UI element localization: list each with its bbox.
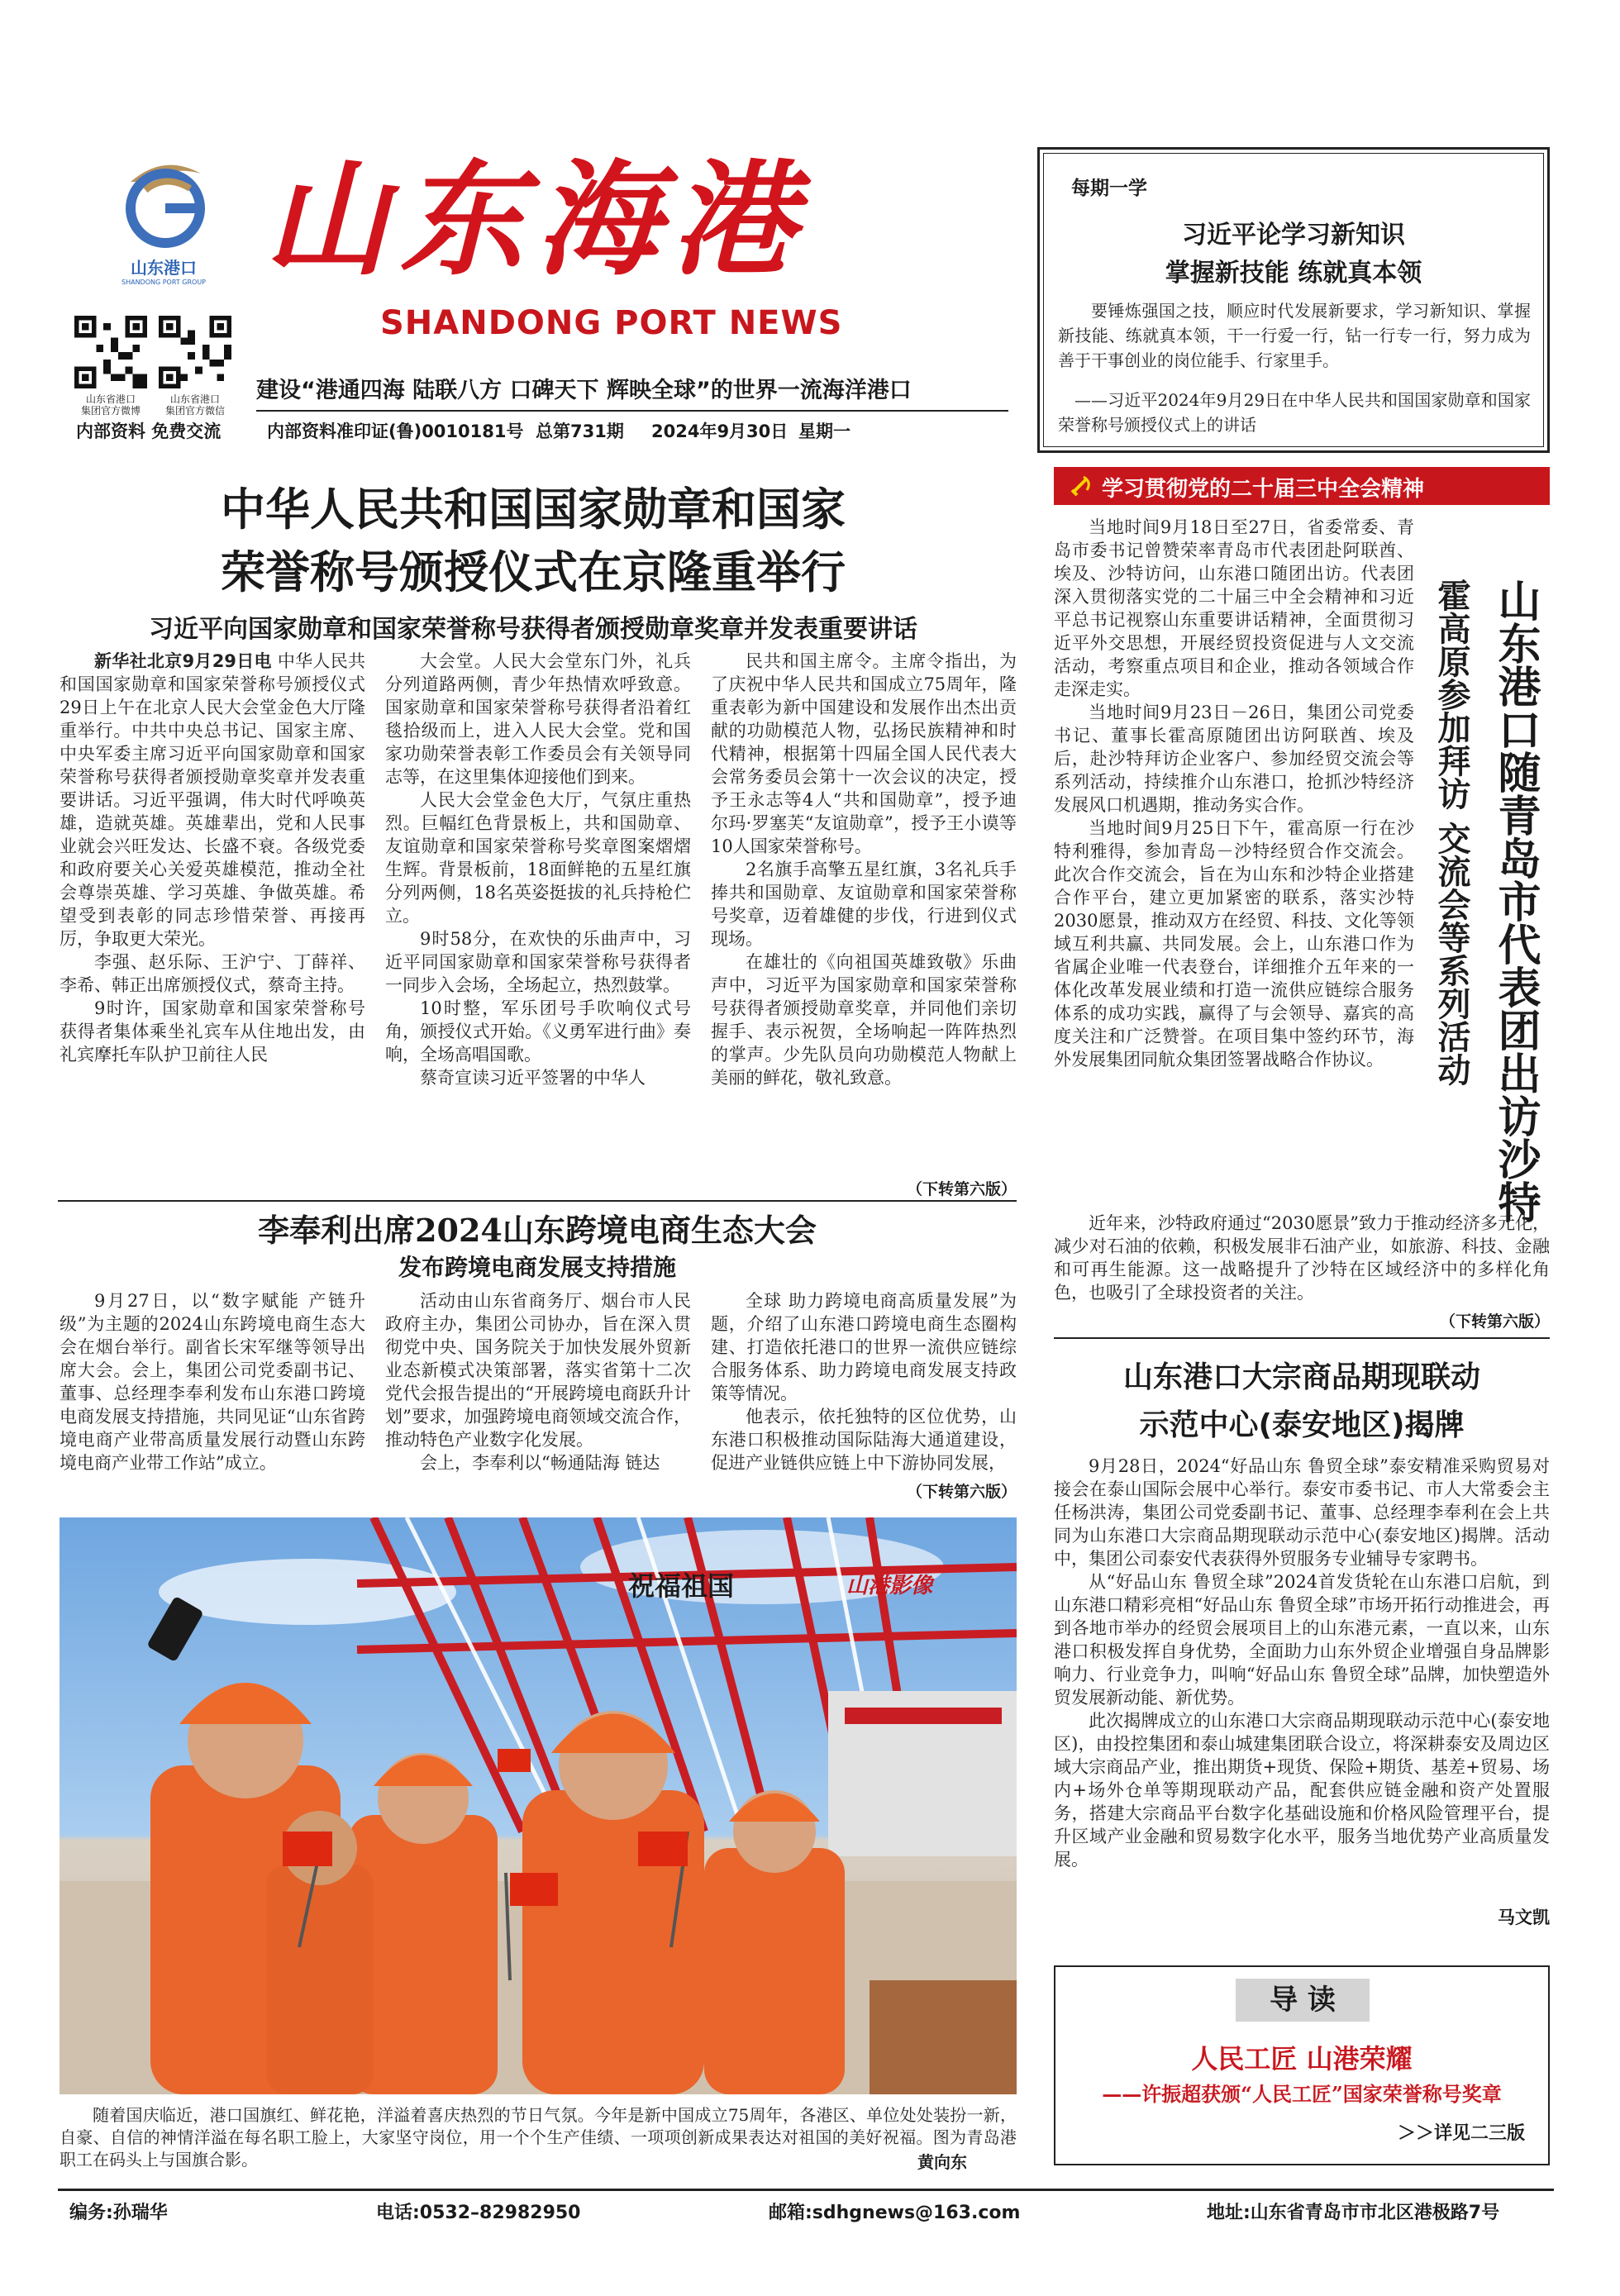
issue-weekday: 星期一: [798, 422, 850, 441]
ecommerce-subhead: 发布跨境电商发展支持措施: [398, 1254, 676, 1281]
saudi-headline-sub: 霍高原参加拜访 交流会等系列活动: [1432, 579, 1470, 1086]
footer-rule: [58, 2189, 1554, 2191]
issue-number: 总第731期: [536, 422, 624, 441]
footer-phone: 电话:0532–82982950: [376, 2203, 581, 2223]
group-logo: [114, 157, 213, 286]
lead-bottom-rule: [58, 1200, 1017, 1202]
masthead: [58, 124, 1008, 446]
saudi-article-body: 当地时间9月18日至27日，省委常委、青岛市委书记曾赞荣率青岛市代表团赴阿联酋、埃及、沙特访问，山东港口随团出访。代表团深入贯彻落实党的二十届三中全会精神和习近平总书记视察山东重要讲话精神，全面贯彻习近平外交思想，开展经贸投资促进与人文交流活动，考察重点项目和企业，推动各领域合作走深走实。 当地时间9月23日－26日，集团公司党委书记、董事长霍高原随团出访阿联酋、埃及后，赴沙特拜访企业客户、参加经贸交流会等系列活动，持续推介山东港口，抢抓沙特经济发展风口机遇期，推动务实合作。 当地时间9月25日下午，霍高原一行在沙特利雅得，参加青岛－沙特经贸合作交流会。此次合作交流会，旨在为山东和沙特企业搭建合作平台，建立更加紧密的联系，落实沙特2030愿景，推动双方在经贸、科技、文化等领域互利共赢、共同发展。会上，山东港口作为省属企业唯一代表登台，详细推介五年来的一体化改革发展业绩和打造一流供应链综合服务体系的成功实践，赢得了与会领导、嘉宾的高度关注和广泛赞誉。在项目集中签约环节，海外发展集团同航众集团签署战略合作协议。: [1054, 517, 1414, 1069]
logo-caption: 山东港口: [131, 258, 197, 278]
qr-wechat: [159, 316, 231, 417]
qr-wechat-caption: 山东省港口 集团官方微信: [164, 393, 225, 417]
study-box-title2: 掌握新技能 练就真本领: [1165, 259, 1422, 288]
saudi-headline-main: 山东港口随青岛市代表团出访沙特: [1490, 579, 1540, 1223]
study-box-source: ——习近平2024年9月29日在中华人民共和国国家勋章和国家荣誉称号颁授仪式上的讲话: [1058, 390, 1531, 435]
photo-watermark: 山港影像: [846, 1574, 933, 1598]
study-box: [1037, 147, 1550, 453]
masthead-rule: [256, 410, 1008, 412]
lead-continued: （下转第六版）: [906, 1180, 1017, 1198]
photo-overlay-title: 祝福祖国: [628, 1570, 735, 1602]
futures-article-body: 9月28日，2024“好品山东 鲁贸全球”泰安精准采购贸易对接会在泰山国际会展中心举行。泰安市委书记、市人大常委会主任杨洪涛，集团公司党委副书记、董事、总经理李奉利在会上共同为山东港口大宗商品期现联动示范中心(泰安地区)揭牌。活动中，集团公司泰安代表获得外贸服务专业辅导专家聘书。 从“好品山东 鲁贸全球”2024首发货轮在山东港口启航，到山东港口精彩亮相“好品山东 鲁贸全球”市场开拓行动推进会，再到各地市举办的经贸会展项目上的山东港元素，一直以来，山东港口积极发挥自身优势，全面助力山东外贸企业增强自身品牌影响力、行业竞争力，叫响“好品山东 鲁贸全球”品牌，加快塑造外贸发展新动能、新优势。 此次揭牌成立的山东港口大宗商品期现联动示范中心(泰安地区)，由投控集团和泰山城建集团联合设立，将深耕泰安及周边区域大宗商品产业，推出期货+现货、保险+期货、基差+贸易、场内+场外仓单等期现联动产品，配套供应链金融和资产处置服务，搭建大宗商品平台数字化基础设施和价格风险管理平台，提升区域产业金融和贸易数字化水平，服务当地优势产业高质量发展。: [1054, 1456, 1550, 1870]
photo-credit: 黄向东: [917, 2152, 967, 2172]
futures-author: 马文凯: [1498, 1907, 1550, 1927]
guide-label: 导 读: [1236, 1979, 1370, 2022]
permit-number: 内部资料准印证(鲁)0010181号: [267, 422, 524, 441]
footer-address: 地址:山东省青岛市市北区港极路7号: [1207, 2203, 1500, 2223]
guide-box: [1054, 1965, 1550, 2165]
ecommerce-continued: （下转第六版）: [906, 1483, 1017, 1501]
port-crane-scene: [60, 1517, 1017, 2094]
internal-note: 内部资料 免费交流: [76, 422, 222, 441]
saudi-article-body-wide: 近年来，沙特政府通过“2030愿景”致力于推动经济多元化，减少对石油的依赖，积极发展非石油产业，如旅游、科技、金融和可再生能源。这一战略提升了沙特在区域经济中的多样化角色，也吸引了全球投资者的关注。: [1054, 1213, 1550, 1303]
ecommerce-headline: 李奉利出席2024山东跨境电商生态大会: [258, 1212, 817, 1249]
feature-photo: [60, 1517, 1017, 2094]
issue-date: 2024年9月30日: [651, 422, 789, 441]
group-logo-icon: [114, 157, 213, 248]
masthead-title: 山东海港: [264, 147, 808, 293]
logo-caption-en: SHANDONG PORT GROUP: [122, 279, 206, 286]
masthead-title-en: SHANDONG PORT NEWS: [380, 304, 843, 342]
party-emblem-icon: [1069, 474, 1094, 498]
lead-col-2: 大会堂。人民大会堂东门外，礼兵分列道路两侧，青少年热情欢呼致意。国家勋章和国家荣誉称号获得者沿着红毯拾级而上，进入人民大会堂。党和国家功勋荣誉表彰工作委员会有关领导同志等，在这里集体迎接他们到来。 人民大会堂金色大厅，气氛庄重热烈。巨幅红色背景板上，共和国勋章、友谊勋章和国家荣誉称号奖章图案熠熠生辉。背景板前，18面鲜艳的五星红旗分列两侧，18名英姿挺拔的礼兵持枪伫立。 9时58分，在欢快的乐曲声中，习近平同国家勋章和国家荣誉称号获得者一同步入会场，全场起立，热烈鼓掌。 10时整，军乐团号手吹响仪式号角，颁授仪式开始。《义勇军进行曲》奏响，全场高唱国歌。 蔡奇宣读习近平签署的中华人: [385, 651, 691, 1088]
qr-code-icon: [74, 316, 147, 388]
ecommerce-col-2: 活动由山东省商务厅、烟台市人民政府主办，集团公司协办，旨在深入贯彻党中央、国务院关于加快发展外贸新业态新模式决策部署，落实省第十二次党代会报告提出的“开展跨境电商跃升计划”要求，加强跨境电商领域交流合作，推动特色产业数字化发展。 会上，李奉利以“畅通陆海 链达: [385, 1291, 691, 1473]
qr-weibo-caption: 山东省港口 集团官方微博: [80, 393, 141, 417]
lead-col-1: 新华社北京9月29日电 中华人民共和国国家勋章和国家荣誉称号颁授仪式29日上午在北京人民大会堂金色大厅隆重举行。中共中央总书记、国家主席、中央军委主席习近平向国家勋章和国家荣誉称号获得者颁授勋章奖章并发表重要讲话。习近平强调，伟大时代呼唤英雄，造就英雄。英雄辈出，党和人民事业就会兴旺发达、长盛不衰。各级党委和政府要关心关爱英雄模范，推动全社会尊崇英雄、学习英雄、争做英雄。希望受到表彰的同志珍惜荣誉、再接再厉，争取更大荣光。 李强、赵乐际、王沪宁、丁薛祥、李希、韩正出席颁授仪式，蔡奇主持。 9时许，国家勋章和国家荣誉称号获得者集体乘坐礼宾车从住地出发，由礼宾摩托车队护卫前往人民: [60, 651, 366, 1065]
footer-editor: 编务:孙瑞华: [69, 2203, 168, 2223]
ecommerce-col-1: 9月27日，以“数字赋能 产链升级”为主题的2024山东跨境电商生态大会在烟台举行。副省长宋军继等领导出席大会。会上，集团公司党委副书记、董事、总经理李奉利发布山东港口跨境电商发展支持措施，共同见证“山东省跨境电商产业带高质量发展行动暨山东跨境电商产业带工作站”成立。: [60, 1291, 365, 1473]
study-banner-label: 学习贯彻党的二十届三中全会精神: [1102, 477, 1425, 502]
saudi-continued: （下转第六版）: [1439, 1312, 1550, 1331]
lead-headline-1: 中华人民共和国国家勋章和国家: [221, 483, 846, 536]
study-box-quote: 要锤炼强国之技，顺应时代发展新要求，学习新知识、掌握新技能、练就真本领，干一行爱一行，钻一行专一行，努力成为善于干事创业的岗位能手、行家里手。: [1058, 301, 1531, 370]
lead-dateline: 新华社北京9月29日电: [94, 651, 272, 671]
futures-headline-1: 山东港口大宗商品期现联动: [1122, 1360, 1480, 1394]
study-banner: [1054, 467, 1550, 505]
guide-link[interactable]: ＞＞详见二三版: [1397, 2123, 1525, 2144]
lead-subhead: 习近平向国家勋章和国家荣誉称号获得者颁授勋章奖章并发表重要讲话: [149, 615, 917, 644]
guide-subtitle: ——许振超获颁“人民工匠”国家荣誉称号奖章: [1102, 2082, 1502, 2106]
study-box-title1: 习近平论学习新知识: [1182, 221, 1405, 250]
qr-weibo: [74, 316, 147, 417]
study-box-label: 每期一学: [1071, 177, 1147, 199]
guide-title[interactable]: 人民工匠 山港荣耀: [1191, 2043, 1413, 2074]
lead-col-3: 民共和国主席令。主席令指出，为了庆祝中华人民共和国成立75周年，隆重表彰为新中国建设和发展作出杰出贡献的功勋模范人物，弘扬民族精神和时代精神，根据第十四届全国人民代表大会常务委员会第十一次会议的决定，授予王永志等4人“共和国勋章”，授予迪尔玛·罗塞芙“友谊勋章”，授予王小谟等10人国家荣誉称号。 2名旗手高擎五星红旗，3名礼兵手捧共和国勋章、友谊勋章和国家荣誉称号奖章，迈着雄健的步伐，行进到仪式现场。 在雄壮的《向祖国英雄致敬》乐曲声中，习近平为国家勋章和国家荣誉称号获得者颁授勋章奖章，并同他们亲切握手、表示祝贺，全场响起一阵阵热烈的掌声。少先队员向功勋模范人物献上美丽的鲜花，敬礼致意。: [711, 651, 1017, 1088]
right-mid-rule: [1054, 1337, 1550, 1339]
qr-code-icon: [159, 316, 231, 388]
futures-headline-2: 示范中心(泰安地区)揭牌: [1139, 1408, 1465, 1442]
lead-headline-2: 荣誉称号颁授仪式在京隆重举行: [221, 546, 846, 598]
ecommerce-col-3: 全球 助力跨境电商高质量发展”为题，介绍了山东港口跨境电商生态圈构建、打造依托港口的世界一流供应链综合服务体系、助力跨境电商发展支持政策等情况。 他表示，依托独特的区位优势，山东港口积极推动国际陆海大通道建设，促进产业链供应链上中下游协同发展，: [711, 1291, 1017, 1473]
footer-email[interactable]: 邮箱:sdhgnews@163.com: [769, 2203, 1021, 2223]
slogan: 建设“港通四海 陆联八方 口碑天下 辉映全球”的世界一流海洋港口: [256, 378, 912, 403]
photo-caption: 随着国庆临近，港口国旗红、鲜花艳，洋溢着喜庆热烈的节日气氛。今年是新中国成立75周年，各港区、单位处处装扮一新，自豪、自信的神情洋溢在每名职工脸上，大家坚守岗位，用一个个生产佳绩、一项项创新成果表达对祖国的美好祝福。图为青岛港职工在码头上与国旗合影。: [60, 2105, 1017, 2170]
